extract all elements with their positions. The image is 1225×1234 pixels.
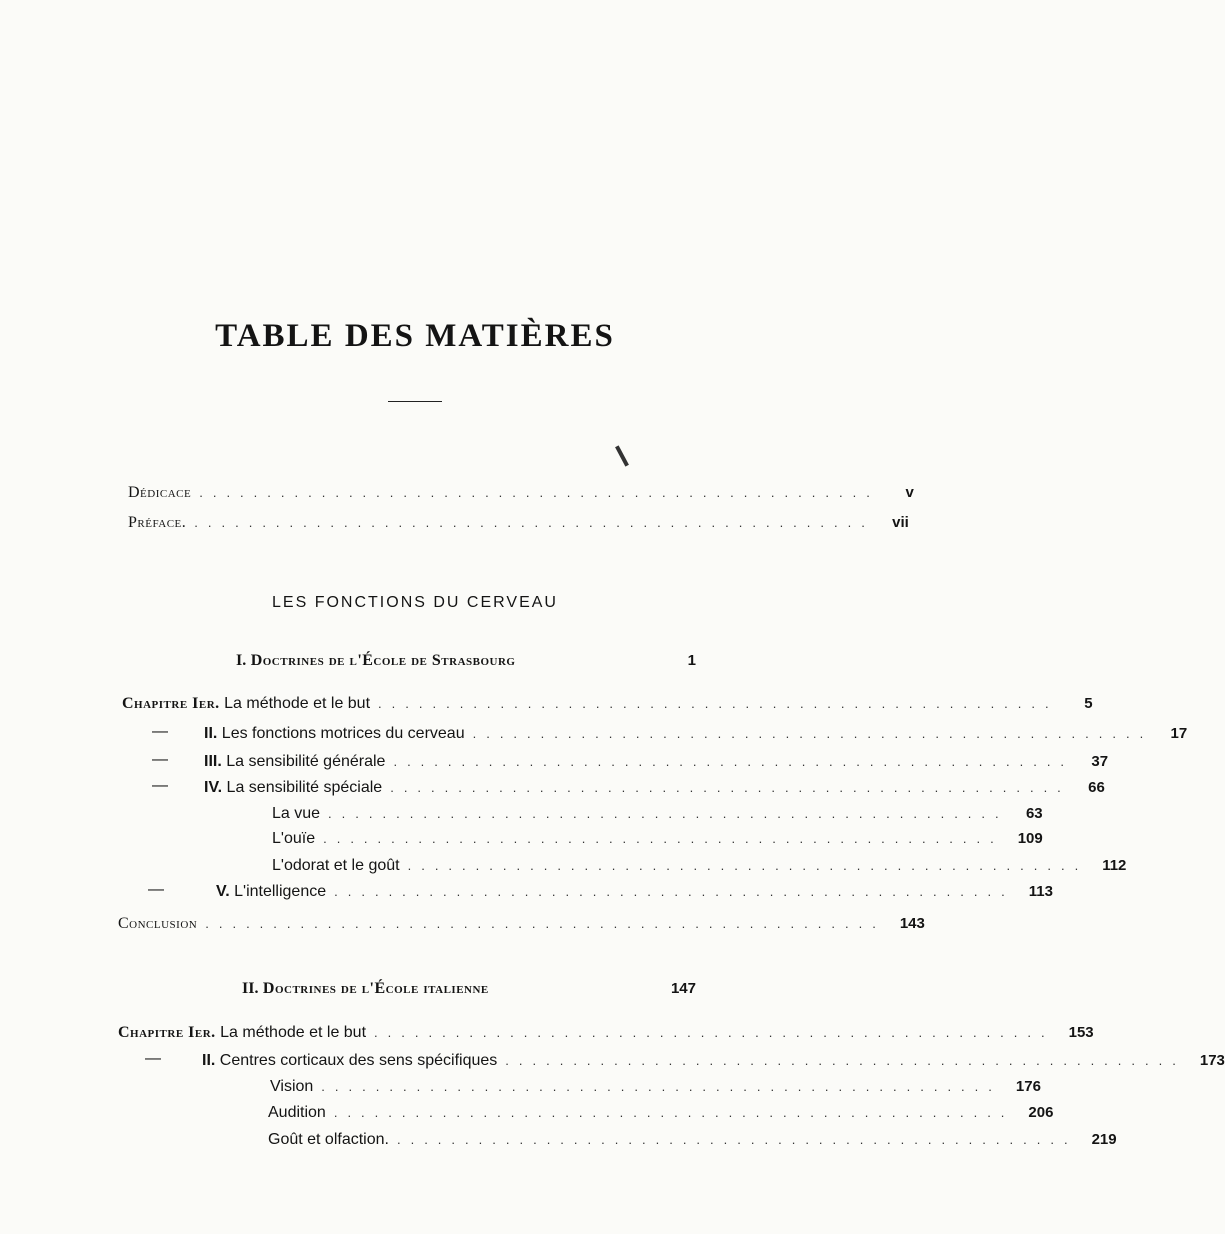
ditto-dash: — <box>152 751 168 768</box>
toc-row[interactable] <box>122 695 1093 713</box>
chapter-prefix: Chapitre Ier. <box>118 1024 216 1041</box>
toc-label: La sensibilité spéciale <box>226 779 383 796</box>
toc-page: 37 <box>1091 753 1109 770</box>
toc-label: La méthode et le but <box>224 695 371 712</box>
toc-label: L'odorat et le goût <box>272 857 400 874</box>
dot-leader: .................................................. <box>378 696 1059 711</box>
chapter-prefix: Chapitre Ier. <box>122 695 220 712</box>
dot-leader: .................................................. <box>393 754 1075 769</box>
dot-leader: .................................................. <box>505 1053 1186 1068</box>
dot-leader: .................................................. <box>396 1132 1078 1147</box>
dot-leader: .................................................. <box>334 884 1015 899</box>
toc-label: Dédicace <box>128 484 192 501</box>
toc-label: Vision <box>270 1078 314 1095</box>
toc-page: 219 <box>1091 1131 1117 1148</box>
toc-page: 113 <box>1028 883 1053 900</box>
toc-row[interactable] <box>202 1052 1225 1070</box>
toc-page: 5 <box>1084 695 1093 712</box>
toc-row-dedicace[interactable] <box>128 484 914 502</box>
part-numeral: I. <box>236 652 247 669</box>
dot-leader: .................................................. <box>333 1105 1015 1120</box>
toc-page: 17 <box>1170 725 1188 742</box>
toc-row-conclusion[interactable] <box>118 915 925 933</box>
toc-page: 109 <box>1017 830 1043 847</box>
section-title: LES FONCTIONS DU CERVEAU <box>272 594 558 611</box>
dot-leader: .................................................. <box>323 831 1004 846</box>
dot-leader: .................................................. <box>328 806 1009 821</box>
ditto-dash: — <box>148 881 164 898</box>
part-heading[interactable] <box>242 980 696 998</box>
toc-label: Centres corticaux des sens spécifiques <box>219 1052 498 1069</box>
toc-row[interactable] <box>268 1131 1117 1149</box>
dot-leader: .................................................. <box>194 515 875 530</box>
toc-page: 112 <box>1102 857 1127 874</box>
toc-page: 66 <box>1088 779 1105 796</box>
page-title: TABLE DES MATIÈRES <box>215 318 615 354</box>
toc-page: 63 <box>1025 805 1043 822</box>
dot-leader: .................................................. <box>199 485 880 500</box>
toc-label: Préface. <box>128 514 187 531</box>
toc-row[interactable] <box>270 1078 1041 1096</box>
dot-leader: .................................................. <box>374 1025 1055 1040</box>
toc-row[interactable] <box>272 857 1127 875</box>
part-title: Doctrines de l'École italienne <box>262 980 489 997</box>
toc-label: La méthode et le but <box>220 1024 367 1041</box>
toc-page: 176 <box>1015 1078 1041 1095</box>
dot-leader: .................................................. <box>205 916 886 931</box>
chapter-number: III. <box>204 753 222 770</box>
toc-page: 1 <box>687 652 696 669</box>
toc-label: Goût et olfaction. <box>268 1131 389 1148</box>
toc-label: Audition <box>268 1104 326 1121</box>
ditto-dash: — <box>152 723 168 740</box>
toc-row[interactable] <box>216 883 1053 901</box>
toc-label: L'intelligence <box>234 883 327 900</box>
toc-row[interactable] <box>118 1024 1094 1042</box>
toc-row[interactable] <box>272 830 1043 848</box>
toc-label: Conclusion <box>118 915 198 932</box>
chapter-number: II. <box>204 725 218 742</box>
toc-label: La sensibilité générale <box>226 753 386 770</box>
ditto-dash: — <box>152 777 168 794</box>
dot-leader: .................................................. <box>407 858 1089 873</box>
chapter-number: II. <box>202 1052 216 1069</box>
part-heading[interactable] <box>236 652 696 670</box>
chapter-number: V. <box>216 883 230 900</box>
toc-row[interactable] <box>268 1104 1054 1122</box>
toc-page: 153 <box>1068 1024 1094 1041</box>
toc-page: 143 <box>899 915 925 932</box>
scan-mark <box>615 445 629 466</box>
part-title: Doctrines de l'École de Strasbourg <box>250 652 516 669</box>
toc-page: 206 <box>1028 1104 1054 1121</box>
toc-row[interactable] <box>204 779 1105 797</box>
dot-leader: .................................................. <box>321 1079 1002 1094</box>
toc-label: La vue <box>272 805 321 822</box>
part-numeral: II. <box>242 980 259 997</box>
toc-page: v <box>905 484 914 501</box>
toc-row-preface[interactable] <box>128 514 909 532</box>
ditto-dash: — <box>145 1050 161 1067</box>
toc-row[interactable] <box>272 805 1043 823</box>
chapter-number: IV. <box>204 779 223 796</box>
dot-leader: .................................................. <box>390 780 1071 795</box>
toc-label: Les fonctions motrices du cerveau <box>221 725 465 742</box>
toc-label: L'ouïe <box>272 830 316 847</box>
dot-leader: .................................................. <box>472 726 1154 741</box>
toc-row[interactable] <box>204 753 1109 771</box>
toc-page: 147 <box>670 980 696 997</box>
toc-page: 173 <box>1199 1052 1225 1069</box>
toc-row[interactable] <box>204 725 1188 743</box>
title-rule <box>388 401 442 402</box>
toc-page: vii <box>892 514 909 531</box>
